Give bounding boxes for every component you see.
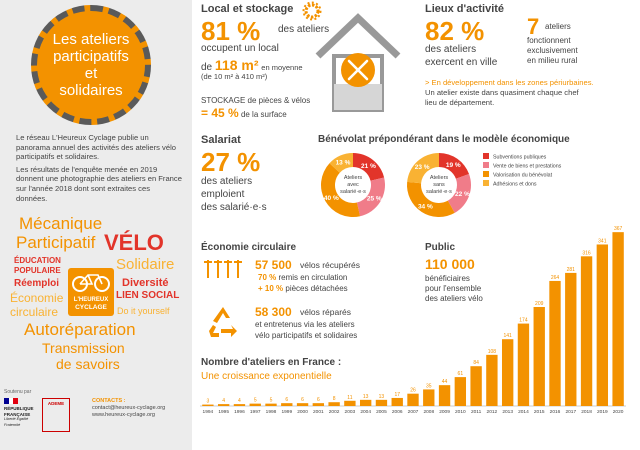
intro-p1: Le réseau L'Heureux Cyclage publie un panorama annuel des activités des ateliers vélo participatifs et solidaires. xyxy=(16,133,176,162)
bar-year-label: 1997 xyxy=(249,410,261,415)
bar xyxy=(234,404,245,406)
legend-label-2: Valorisation du bénévolat xyxy=(493,172,553,179)
bar xyxy=(344,401,355,406)
legend-label-1: Vente de biens et prestations xyxy=(493,163,562,170)
contact-web[interactable]: www.heureux-cyclage.org xyxy=(92,412,155,418)
bar xyxy=(313,403,324,406)
legend-label-3: Adhésions et dons xyxy=(493,181,537,188)
contact-email[interactable]: contact@heureux-cyclage.org xyxy=(92,405,166,411)
contacts xyxy=(92,398,165,419)
legend-swatch-3 xyxy=(483,180,489,186)
bar xyxy=(202,405,213,406)
bar-value-label: 6 xyxy=(316,397,320,404)
bar xyxy=(486,355,497,406)
bar xyxy=(581,256,592,406)
bar-year-label: 2009 xyxy=(439,410,450,415)
stockage-post: de la surface xyxy=(240,110,287,119)
eco-title: Économie circulaire xyxy=(201,242,297,253)
bar xyxy=(423,389,434,406)
stockage-l1: STOCKAGE de pièces & vélos xyxy=(201,96,311,105)
donut1-label-0: 21 % xyxy=(361,162,376,170)
lieux-d2: Un atelier existe dans quasiment chaque chef xyxy=(425,88,579,97)
bar-value-label: 108 xyxy=(487,348,497,355)
bar-value-label: 84 xyxy=(473,360,479,367)
bar-year-label: 2005 xyxy=(376,410,387,415)
bar xyxy=(502,339,513,406)
word-autoreparation: Autoréparation xyxy=(24,320,136,339)
local-l3 xyxy=(201,57,303,73)
word-participatif: Participatif xyxy=(16,233,96,252)
legend-swatch-1 xyxy=(483,162,489,168)
bar-year-label: 1995 xyxy=(218,410,230,415)
bar xyxy=(360,400,371,406)
bar xyxy=(565,273,576,406)
bar xyxy=(597,244,608,406)
word-diversite: Diversité xyxy=(122,277,169,289)
bar-value-label: 367 xyxy=(613,226,623,233)
bar-year-label: 2004 xyxy=(360,410,372,415)
word-do-it-yourself: Do it yourself xyxy=(117,306,170,316)
donut2-label-0: 19 % xyxy=(445,161,461,169)
donut2-center-1: sans xyxy=(433,182,445,188)
donut1-label-3: 13 % xyxy=(335,159,351,167)
eco-p1-val: 70 % xyxy=(258,273,277,282)
donut2-center-0: Ateliers xyxy=(429,175,449,181)
intro-text xyxy=(16,133,182,206)
bar-value-label: 174 xyxy=(519,317,528,324)
lieux-n4: en milieu rural xyxy=(527,56,578,65)
legend-label-0: Subventions publiques xyxy=(493,154,547,161)
lieux-d1: > En développement dans les zones périurbaines. xyxy=(425,78,594,87)
salariat-l1: des ateliers xyxy=(201,176,253,187)
bar-value-label: 13 xyxy=(378,393,385,400)
donut1-center-1: avec xyxy=(347,182,359,188)
bar-value-label: 6 xyxy=(285,397,289,404)
salariat-l3: des salarié·e·s xyxy=(201,202,267,213)
salariat-pct: 27 % xyxy=(201,147,261,177)
eco-n2: 58 300 xyxy=(255,305,292,319)
salariat-title: Salariat xyxy=(201,134,241,146)
contact-label: CONTACTS : xyxy=(92,398,126,404)
bar-value-label: 44 xyxy=(441,379,448,386)
local-l3-pre: de xyxy=(201,62,213,73)
benevolat-title: Bénévolat prépondérant dans le modèle économique xyxy=(318,134,570,145)
lieux-title: Lieux d'activité xyxy=(425,3,505,15)
bar-value-label: 141 xyxy=(503,333,512,340)
local-pct: 81 % xyxy=(201,16,261,46)
bar xyxy=(218,404,229,406)
word-velo: VÉLO xyxy=(104,230,164,255)
logo-line2: CYCLAGE xyxy=(75,304,107,311)
bar-value-label: 3 xyxy=(206,398,210,405)
donut1-label-2: 40 % xyxy=(323,195,339,202)
ademe-label: ADEME xyxy=(47,401,65,406)
bar-value-label: 4 xyxy=(238,398,241,405)
bar-year-label: 2003 xyxy=(344,410,356,415)
bar-value-label: 281 xyxy=(566,266,575,273)
bar-value-label: 341 xyxy=(598,238,607,245)
word-de-savoirs: de savoirs xyxy=(56,356,120,372)
bike-icon xyxy=(68,268,114,316)
bar-year-label: 2014 xyxy=(518,410,529,415)
eco-l3: vélo participatifs et solidaires xyxy=(255,331,358,340)
lieux-l2: exercent en ville xyxy=(425,57,498,68)
bar-year-label: 2006 xyxy=(391,410,403,415)
bar xyxy=(297,403,308,406)
word-circulaire: circulaire xyxy=(10,305,59,319)
intro-p2: Les résultats de l'enquête menée en 2019 donnent une photographie des ateliers en France sur l'année 2018 dont sont extraites ces données. xyxy=(16,164,182,203)
bar-year-label: 2012 xyxy=(486,410,498,415)
lieux-n2: fonctionnent xyxy=(527,36,571,45)
bar-value-label: 264 xyxy=(550,274,560,281)
bar-value-label: 61 xyxy=(457,371,464,378)
bar-year-label: 2015 xyxy=(533,410,545,415)
public-l3: des ateliers vélo xyxy=(425,294,483,303)
word-reemploi: Réemploi xyxy=(14,278,60,289)
badge-title: Les ateliers participatifs et solidaires xyxy=(43,17,139,113)
word-solidaire: Solidaire xyxy=(116,256,175,273)
donut2-label-3: 23 % xyxy=(414,163,430,171)
bar xyxy=(250,404,261,406)
word-education: ÉDUCATION xyxy=(14,256,61,265)
bar-year-label: 2001 xyxy=(312,410,324,415)
bar xyxy=(392,398,403,406)
eco-l2: et entretenus via les ateliers xyxy=(255,320,355,329)
local-surface: 118 m² xyxy=(214,57,259,73)
lieux-n1: ateliers xyxy=(545,22,571,31)
bar-value-label: 316 xyxy=(582,250,591,257)
donut1-center-2: salarié·e·s xyxy=(340,189,366,195)
lieux-l1: des ateliers xyxy=(425,44,477,55)
local-l2: occupent un local xyxy=(201,43,279,54)
bar-year-label: 2017 xyxy=(565,410,577,415)
bar-year-label: 2011 xyxy=(470,410,482,415)
bar-year-label: 2016 xyxy=(549,410,561,415)
lieux-d3: lieu de département. xyxy=(425,98,495,107)
bar-year-label: 1994 xyxy=(202,410,214,415)
bar-value-label: 17 xyxy=(394,391,401,398)
eco-p2-val: + 10 % xyxy=(258,284,284,293)
legend-swatch-2 xyxy=(483,171,489,177)
bar-year-label: 2013 xyxy=(502,410,514,415)
bar xyxy=(455,377,466,406)
local-l1: des ateliers xyxy=(278,24,330,35)
public-n: 110 000 xyxy=(425,256,475,272)
ademe-logo xyxy=(42,398,70,432)
bar-value-label: 11 xyxy=(347,394,353,401)
bar xyxy=(407,394,418,406)
bar xyxy=(470,366,481,406)
donut1-label-1: 25 % xyxy=(366,195,382,203)
eco-n2-post: vélos réparés xyxy=(300,307,352,317)
bar xyxy=(534,307,545,406)
lieux-pct: 82 % xyxy=(425,16,485,46)
local-title: Local et stockage xyxy=(201,3,294,15)
eco-p2-post: pièces détachées xyxy=(285,284,348,293)
bar-year-label: 2000 xyxy=(297,410,308,415)
badge xyxy=(31,5,151,125)
bar-value-label: 4 xyxy=(222,398,226,405)
heureux-cyclage-logo xyxy=(68,268,114,316)
donut2-label-2: 34 % xyxy=(417,203,433,211)
donut1-center-0: Ateliers xyxy=(343,175,363,181)
stockage-l2 xyxy=(201,106,287,120)
lieux-n: 7 xyxy=(527,14,540,39)
bar-value-label: 6 xyxy=(301,397,304,404)
bar-year-label: 2018 xyxy=(581,410,592,415)
salariat-l2: emploient xyxy=(201,189,245,200)
republique-logo xyxy=(4,398,38,432)
rf-label: RÉPUBLIQUE FRANÇAISE xyxy=(4,406,34,417)
bar-year-label: 2010 xyxy=(454,410,466,415)
bar-year-label: 1999 xyxy=(281,410,293,415)
public-title: Public xyxy=(425,242,456,253)
word-mecanique: Mécanique xyxy=(19,214,103,233)
bar xyxy=(518,324,529,406)
bar-value-label: 8 xyxy=(332,396,336,403)
bar xyxy=(612,232,623,406)
local-l4: (de 10 m² à 410 m²) xyxy=(201,72,268,81)
bars-subtitle: Une croissance exponentielle xyxy=(201,371,332,382)
donut2-center-2: salarié·e·s xyxy=(426,189,452,195)
left-panel xyxy=(0,0,192,450)
bar xyxy=(439,385,450,406)
word-populaire: POPULAIRE xyxy=(14,266,61,275)
public-l1: bénéficiaires xyxy=(425,274,470,283)
logo-line1: L'HEUREUX xyxy=(73,297,109,303)
stockage-eq: = 45 % xyxy=(201,106,239,120)
soutenu-par: Soutenu par xyxy=(4,389,32,395)
bar xyxy=(265,404,276,406)
bars-title: Nombre d'ateliers en France : xyxy=(201,357,342,368)
flag-icon xyxy=(4,398,18,404)
bar-year-label: 1998 xyxy=(265,410,277,415)
bar-year-label: 2008 xyxy=(423,410,435,415)
word-transmission: Transmission xyxy=(42,340,125,356)
donut2-label-1: 22 % xyxy=(455,191,470,199)
bar-year-label: 2002 xyxy=(328,410,340,415)
bar-value-label: 209 xyxy=(535,301,544,307)
ateliers-bar-chart xyxy=(196,210,628,424)
rf-sub: Liberté Égalité Fraternité xyxy=(4,417,29,427)
bar xyxy=(328,402,339,406)
bar-year-label: 2007 xyxy=(407,410,419,415)
bar-year-label: 1996 xyxy=(234,410,245,415)
bar xyxy=(376,400,387,406)
bar-year-label: 2020 xyxy=(612,410,624,415)
eco-p1-post: remis en circulation xyxy=(278,273,348,282)
word-economie: Économie xyxy=(10,291,64,305)
bar-value-label: 5 xyxy=(253,397,257,404)
bar-value-label: 5 xyxy=(269,397,273,404)
house-icon xyxy=(314,6,402,112)
bar-value-label: 13 xyxy=(362,393,369,400)
bar xyxy=(281,403,292,406)
public-l2: pour l'ensemble xyxy=(425,284,482,293)
eco-n1-post: vélos récupérés xyxy=(300,260,361,270)
bar-value-label: 26 xyxy=(410,387,416,394)
local-l3-post: en moyenne xyxy=(261,63,303,72)
bar-value-label: 35 xyxy=(425,383,432,390)
legend-swatch-0 xyxy=(483,153,489,159)
bar xyxy=(549,281,560,406)
lieux-n3: exclusivement xyxy=(527,46,578,55)
bar-year-label: 2019 xyxy=(596,410,608,415)
word-lien-social: LIEN SOCIAL xyxy=(116,290,180,301)
eco-n1: 57 500 xyxy=(255,258,292,272)
